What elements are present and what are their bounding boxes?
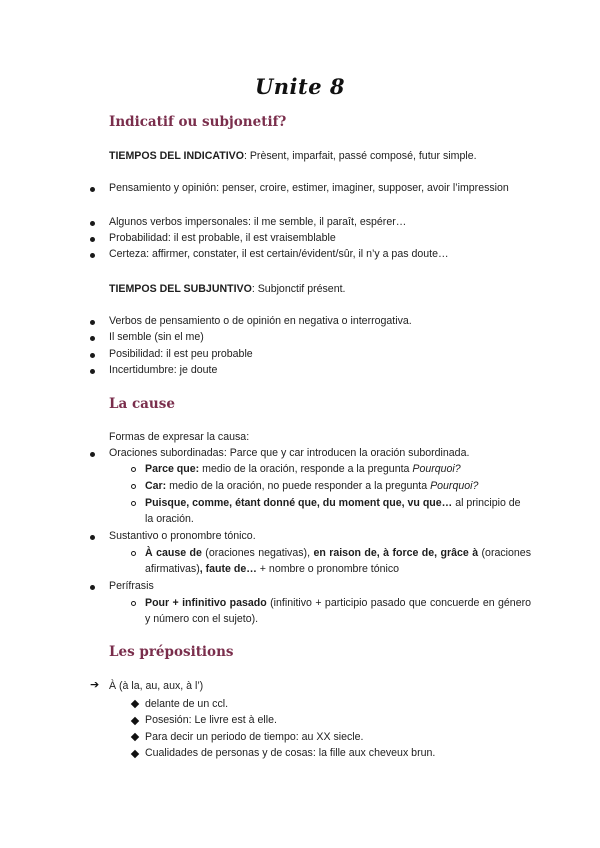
page-title: Unite 8: [254, 74, 346, 99]
list-item: Incertidumbre: je doute: [109, 364, 218, 376]
parce-que-question: Pourquoi?: [412, 463, 461, 475]
subjuntivo-text: : Subjonctif présent.: [251, 283, 346, 295]
list-item: Certeza: affirmer, constater, il est certain/évident/sûr, il n’y a pas doute…: [109, 248, 449, 260]
sub-list-item: [145, 478, 478, 494]
diamond-bullet-icon: [131, 733, 139, 741]
car-text: medio de la oración, no puede responder a la pregunta: [166, 480, 431, 492]
bullet: [90, 253, 95, 258]
list-item: Posibilidad: il est peu probable: [109, 348, 253, 360]
puisque-term: Puisque, comme, étant donné que, du moment que, vu que…: [145, 497, 453, 509]
car-term: Car:: [145, 480, 167, 492]
pour-term: Pour + infinitivo pasado: [145, 597, 267, 609]
sub-list-item: [145, 495, 531, 527]
parce-que-text: medio de la oración, responde a la pregunta: [199, 463, 413, 475]
bullet: [90, 585, 95, 590]
pour-text: (infinitivo + participio pasado que concuerde en género y número con el sujeto).: [145, 597, 531, 625]
section-heading-cause: La cause: [109, 396, 175, 412]
list-item: delante de un ccl.: [145, 698, 229, 710]
bullet: [90, 320, 95, 325]
diamond-bullet-icon: [131, 700, 139, 708]
list-item: Algunos verbos impersonales: il me semble, il paraît, espérer…: [109, 216, 407, 228]
sub-bullet: [131, 501, 136, 506]
subjuntivo-label: TIEMPOS DEL SUBJUNTIVO: [109, 283, 252, 295]
car-question: Pourquoi?: [430, 480, 479, 492]
list-item: Pensamiento y opinión: penser, croire, estimer, imaginer, supposer, avoir l’impression: [109, 182, 509, 194]
indicativo-text: : Prèsent, imparfait, passé composé, futur simple.: [243, 150, 477, 162]
a-cause-de-text: (oraciones negativas),: [201, 547, 314, 559]
diamond-bullet-icon: [131, 717, 139, 725]
sub-list-item: [145, 461, 461, 477]
parce-que-term: Parce que:: [145, 463, 200, 475]
list-item: Probabilidad: il est probable, il est vraisemblable: [109, 232, 336, 244]
bullet: [90, 452, 95, 457]
bullet: [90, 369, 95, 374]
a-cause-de-term: À cause de: [145, 547, 202, 559]
faute-de-term: , faute de…: [199, 563, 257, 575]
bullet: [90, 187, 95, 192]
sub-bullet: [131, 601, 136, 606]
bullet: [90, 535, 95, 540]
sub-list-item: [145, 545, 531, 577]
list-item: Posesión: Le livre est à elle.: [145, 714, 277, 726]
bullet: [90, 221, 95, 226]
list-item: Oraciones subordinadas: Parce que y car introducen la oración subordinada.: [109, 447, 470, 459]
section-heading-prepositions: Les prépositions: [109, 644, 234, 660]
arrow-right-icon: ➔: [90, 679, 100, 691]
list-item: Para decir un periodo de tiempo: au XX siecle.: [145, 731, 364, 743]
preposition-main: À (à la, au, aux, à l’): [109, 680, 204, 692]
bullet: [90, 237, 95, 242]
en-raison-de-text: (oraciones afirmativas): [145, 547, 531, 575]
cause-intro: Formas de expresar la causa:: [109, 431, 250, 443]
list-item: Sustantivo o pronombre tónico.: [109, 530, 256, 542]
indicativo-label: TIEMPOS DEL INDICATIVO: [109, 150, 244, 162]
sub-list-item: [145, 595, 531, 627]
list-item: Verbos de pensamiento o de opinión en negativa o interrogativa.: [109, 315, 412, 327]
sub-bullet: [131, 551, 136, 556]
puisque-text: al principio de la oración.: [145, 497, 521, 525]
en-raison-de-term: en raison de, à force de, grâce à: [313, 547, 479, 559]
list-item: Il semble (sin el me): [109, 331, 204, 343]
bullet: [90, 336, 95, 341]
subjuntivo-line: [109, 281, 345, 297]
sub-bullet: [131, 467, 136, 472]
indicativo-line: [109, 148, 477, 164]
list-item: Cualidades de personas y de cosas: la fille aux cheveux brun.: [145, 747, 436, 759]
sub-bullet: [131, 484, 136, 489]
diamond-bullet-icon: [131, 750, 139, 758]
section-heading-indicatif: Indicatif ou subjonetif?: [109, 114, 287, 130]
faute-de-text: + nombre o pronombre tónico: [256, 563, 400, 575]
bullet: [90, 353, 95, 358]
list-item: Perífrasis: [109, 580, 154, 592]
